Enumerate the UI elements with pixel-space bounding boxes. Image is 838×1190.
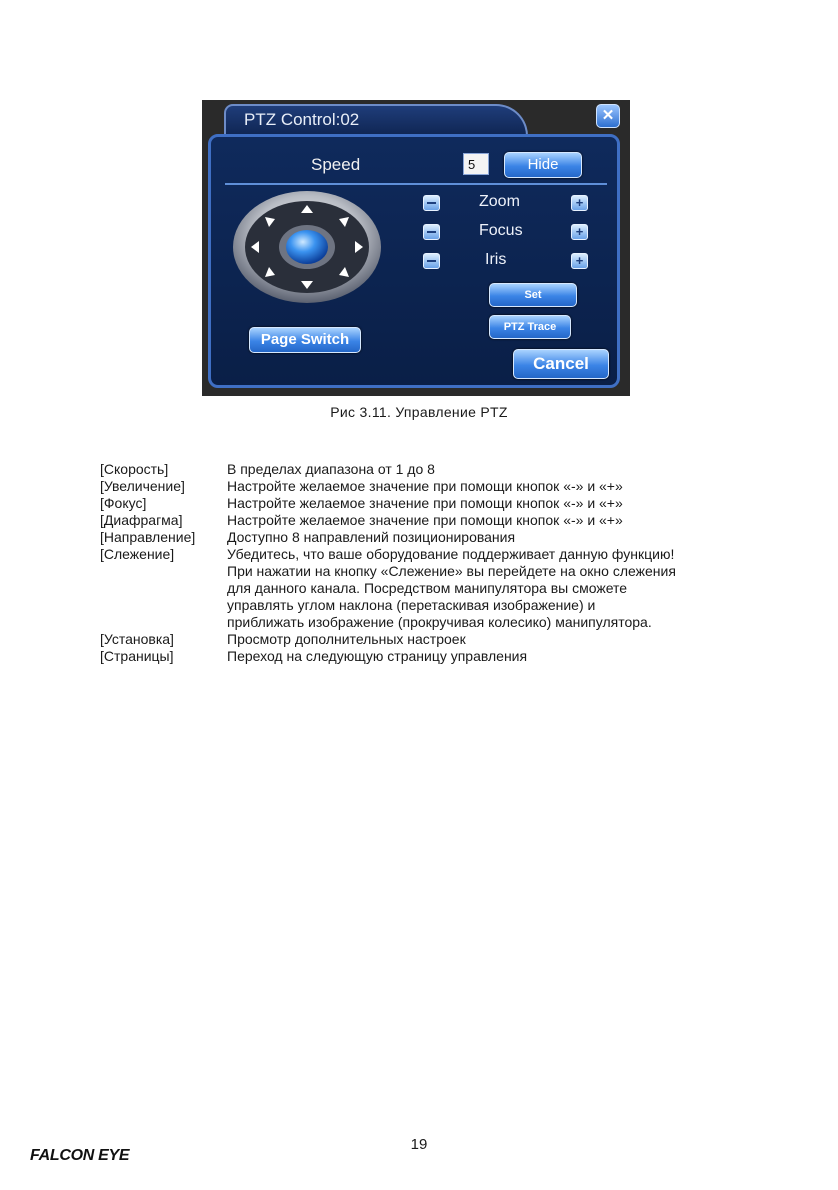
definition-term: [Диафрагма] xyxy=(100,512,183,528)
speed-label: Speed xyxy=(311,155,361,174)
page-switch-button[interactable]: Page Switch xyxy=(249,327,361,353)
definition-desc: Настройте желаемое значение при помощи кнопок «-» и «+» xyxy=(227,478,623,494)
tracking-continuation-line: для данного канала. Посредством манипулятора вы сможете xyxy=(227,580,628,596)
focus-row xyxy=(421,222,601,244)
definition-desc: Доступно 8 направлений позиционирования xyxy=(227,529,516,545)
definition-row xyxy=(100,631,790,648)
ptz-trace-button[interactable]: PTZ Trace xyxy=(489,315,571,339)
dialog-title-tab xyxy=(224,104,528,136)
iris-label: Iris xyxy=(485,251,507,268)
set-button[interactable]: Set xyxy=(489,283,577,307)
tracking-continuation-line: При нажатии на кнопку «Слежение» вы перейдете на окно слежения xyxy=(227,563,676,579)
zoom-plus-button[interactable]: + xyxy=(571,195,588,211)
definition-list xyxy=(100,461,790,665)
definition-row xyxy=(100,648,790,665)
definition-row xyxy=(100,478,790,495)
center-button[interactable] xyxy=(286,230,328,264)
page-number: 19 xyxy=(410,1136,428,1153)
definition-row xyxy=(100,461,790,478)
close-icon[interactable]: ✕ xyxy=(596,104,620,128)
zoom-label: Zoom xyxy=(479,193,520,210)
dialog-panel xyxy=(208,134,620,388)
figure-caption: Рис 3.11. Управление PTZ xyxy=(330,404,508,420)
focus-minus-button[interactable] xyxy=(423,224,440,240)
definition-term: [Слежение] xyxy=(100,546,175,562)
definition-row xyxy=(100,495,790,512)
zoom-minus-button[interactable] xyxy=(423,195,440,211)
tracking-continuation-line: управлять углом наклона (перетаскивая изображение) и xyxy=(227,597,596,613)
iris-plus-button[interactable]: + xyxy=(571,253,588,269)
dialog-title: PTZ Control:02 xyxy=(244,110,360,129)
definition-desc: Настройте желаемое значение при помощи кнопок «-» и «+» xyxy=(227,495,623,511)
ptz-control-screenshot xyxy=(202,100,630,396)
definition-term: [Страницы] xyxy=(100,648,174,664)
divider xyxy=(225,183,607,185)
brand-logo: FALCON EYE xyxy=(30,1147,130,1164)
definition-row xyxy=(100,529,790,546)
definition-term: [Направление] xyxy=(100,529,196,545)
tracking-continuation-line: приближать изображение (прокручивая колесико) манипулятора. xyxy=(227,614,652,630)
definition-term: [Установка] xyxy=(100,631,174,647)
zoom-row xyxy=(421,193,601,215)
definition-desc: Переход на следующую страницу управления xyxy=(227,648,528,664)
definition-desc: Настройте желаемое значение при помощи кнопок «-» и «+» xyxy=(227,512,623,528)
definition-term: [Скорость] xyxy=(100,461,169,477)
direction-pad[interactable] xyxy=(231,189,383,305)
focus-plus-button[interactable]: + xyxy=(571,224,588,240)
cancel-button[interactable]: Cancel xyxy=(513,349,609,379)
definition-row xyxy=(100,546,790,563)
definition-row xyxy=(100,512,790,529)
focus-label: Focus xyxy=(479,222,523,239)
definition-desc: В пределах диапазона от 1 до 8 xyxy=(227,461,435,477)
speed-input[interactable]: 5 xyxy=(463,153,489,175)
definition-term: [Фокус] xyxy=(100,495,147,511)
definition-desc: Убедитесь, что ваше оборудование поддерживает данную функцию! xyxy=(227,546,675,562)
definition-desc: Просмотр дополнительных настроек xyxy=(227,631,466,647)
hide-button[interactable]: Hide xyxy=(504,152,582,178)
iris-row xyxy=(421,251,601,273)
iris-minus-button[interactable] xyxy=(423,253,440,269)
definition-term: [Увеличение] xyxy=(100,478,185,494)
